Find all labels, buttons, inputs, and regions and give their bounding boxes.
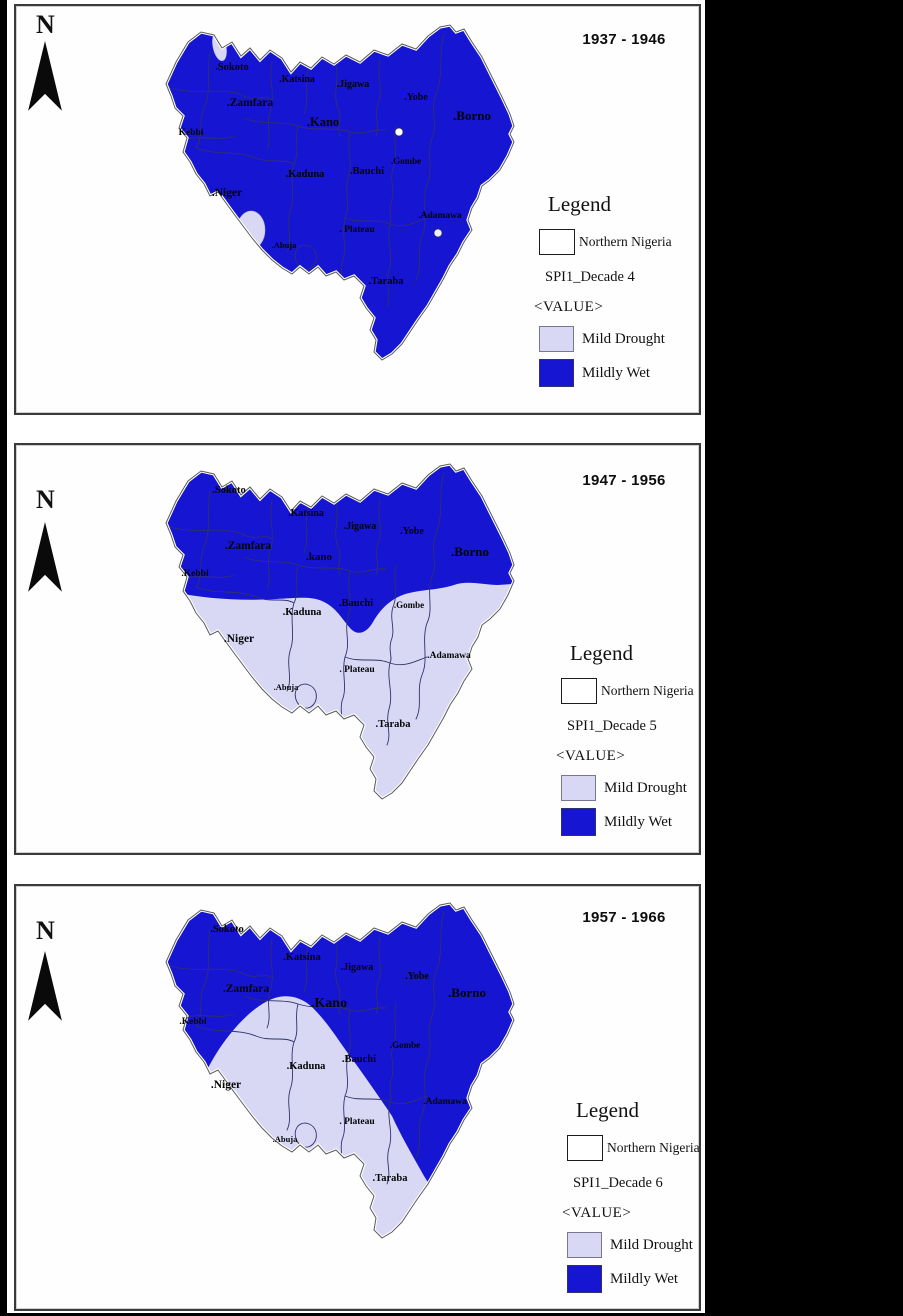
- mildly-wet-label: Mildly Wet: [610, 1270, 679, 1287]
- state-label: .Yobe: [404, 92, 428, 103]
- north-arrow-icon: [26, 517, 64, 601]
- legend-heading: Legend: [570, 641, 633, 665]
- northern-nigeria-map: [146, 22, 526, 362]
- mildly-wet-swatch: [539, 359, 574, 387]
- state-label: .Zamfara: [222, 983, 270, 995]
- legend-heading: Legend: [576, 1098, 639, 1122]
- mildly-wet-swatch: [567, 1265, 602, 1293]
- state-label: Kebbi: [178, 128, 204, 138]
- state-label: .Niger: [210, 1079, 242, 1091]
- legend-mild-drought-row: [567, 1232, 735, 1258]
- state-label: . Plateau: [339, 1117, 375, 1127]
- mildly-wet-swatch: [561, 808, 596, 836]
- boundary-swatch: [539, 229, 575, 255]
- legend-boundary-row: [539, 229, 707, 255]
- state-label: .Kano: [310, 996, 348, 1011]
- state-label: .Kano: [306, 115, 340, 129]
- state-label: .Gombe: [389, 1040, 421, 1050]
- state-label: .Bauchi: [338, 598, 374, 609]
- state-label: . Plateau: [339, 225, 375, 235]
- mild-drought-label: Mild Drought: [610, 1236, 693, 1253]
- mildly-wet-label: Mildly Wet: [604, 813, 673, 830]
- state-label: .Adamawa: [423, 1097, 467, 1107]
- state-label: .Katsina: [283, 952, 321, 963]
- state-label: .kano: [306, 551, 332, 563]
- map-panel-decade6: [14, 884, 701, 1311]
- state-label: .Zamfara: [224, 540, 272, 552]
- state-label: .Taraba: [368, 276, 404, 287]
- state-label: .Kebbi: [179, 1017, 207, 1027]
- mild-drought-swatch: [539, 326, 574, 352]
- state-label: .Kebbi: [181, 569, 209, 579]
- legend: [560, 1098, 735, 1293]
- state-label: .Bauchi: [349, 166, 385, 177]
- legend-layer-name: SPI1_Decade 5: [567, 718, 657, 734]
- state-label: .Bauchi: [341, 1054, 377, 1065]
- state-label: .Yobe: [400, 526, 424, 537]
- mildly-wet-label: Mildly Wet: [582, 364, 651, 381]
- state-label: .Adamawa: [418, 211, 462, 221]
- state-label: .Kaduna: [285, 169, 325, 180]
- state-label: .Kaduna: [282, 607, 322, 618]
- legend-mildly-wet-row: [539, 359, 707, 387]
- legend-mild-drought-row: [561, 775, 729, 801]
- state-label: .Gombe: [390, 156, 422, 166]
- state-label: .Zamfara: [226, 97, 274, 109]
- state-label: .Katsina: [288, 508, 324, 519]
- state-label: .Jigawa: [336, 79, 370, 90]
- mild-drought-label: Mild Drought: [604, 779, 687, 796]
- panel-title: 1947 - 1956: [582, 472, 666, 489]
- legend-layer-name: SPI1_Decade 6: [573, 1175, 663, 1191]
- panel-title: 1937 - 1946: [582, 31, 666, 48]
- north-label: N: [36, 485, 55, 514]
- legend-heading: Legend: [548, 192, 611, 216]
- boundary-label: Northern Nigeria: [579, 234, 672, 249]
- state-label: .Kaduna: [286, 1061, 326, 1072]
- boundary-label: Northern Nigeria: [601, 683, 694, 698]
- north-arrow-icon: [26, 946, 64, 1030]
- state-label: .Sokoto: [210, 924, 244, 935]
- legend-value-label: <VALUE>: [556, 748, 626, 764]
- state-label: .Abuja: [271, 240, 297, 250]
- state-label: .Sokoto: [212, 485, 246, 496]
- mild-drought-label: Mild Drought: [582, 330, 665, 347]
- map-panel-decade5: [14, 443, 701, 855]
- legend: [554, 641, 729, 836]
- legend-mildly-wet-row: [561, 808, 729, 836]
- state-label: .Niger: [211, 187, 243, 199]
- state-label: .Borno: [453, 108, 491, 123]
- state-label: . Plateau: [339, 665, 375, 675]
- state-label: .Yobe: [405, 971, 429, 982]
- state-label: .Jigawa: [343, 521, 377, 532]
- legend-layer-name: SPI1_Decade 4: [545, 269, 635, 285]
- state-label: .Borno: [451, 544, 489, 559]
- state-label: .Sokoto: [215, 62, 249, 73]
- state-label: .Jigawa: [340, 962, 374, 973]
- mild-drought-swatch: [567, 1232, 602, 1258]
- state-label: .Borno: [448, 985, 486, 1000]
- map-panel-decade4: [14, 4, 701, 415]
- mild-drought-swatch: [561, 775, 596, 801]
- legend-mild-drought-row: [539, 326, 707, 352]
- legend-value-label: <VALUE>: [534, 299, 604, 315]
- legend: [532, 192, 707, 387]
- state-label: .Niger: [223, 633, 255, 645]
- north-arrow-icon: [26, 40, 64, 116]
- state-label: .Abuja: [273, 682, 299, 692]
- legend-mildly-wet-row: [567, 1265, 735, 1293]
- legend-boundary-row: [567, 1135, 735, 1161]
- north-label: N: [36, 10, 55, 39]
- northern-nigeria-map: [146, 900, 526, 1240]
- state-label: .Gombe: [393, 600, 425, 610]
- boundary-label: Northern Nigeria: [607, 1140, 700, 1155]
- legend-value-label: <VALUE>: [562, 1205, 632, 1221]
- panel-title: 1957 - 1966: [582, 909, 666, 926]
- boundary-swatch: [567, 1135, 603, 1161]
- north-label: N: [36, 916, 55, 945]
- state-label: .Abuja: [272, 1134, 298, 1144]
- state-label: .Taraba: [372, 1173, 408, 1184]
- legend-boundary-row: [561, 678, 729, 704]
- northern-nigeria-map: [146, 461, 526, 801]
- state-label: .Adamawa: [427, 651, 471, 661]
- state-label: .Katsina: [279, 74, 315, 85]
- state-label: .Taraba: [375, 719, 411, 730]
- boundary-swatch: [561, 678, 597, 704]
